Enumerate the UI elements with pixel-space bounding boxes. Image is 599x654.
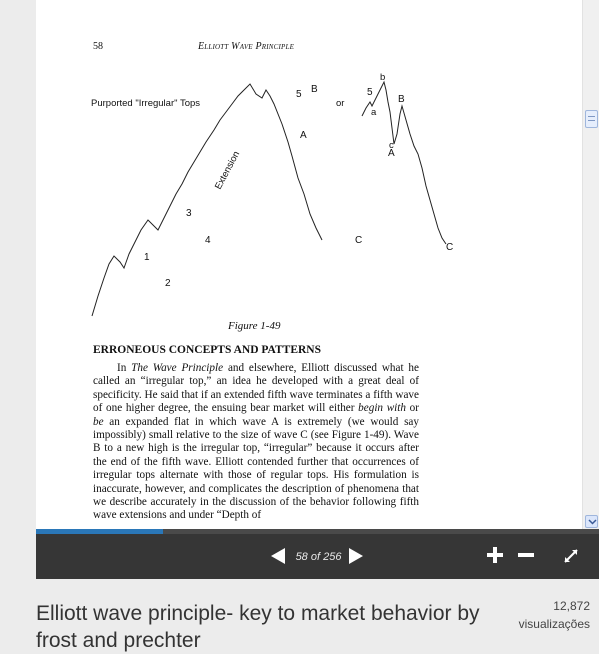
extension-label: Extension	[212, 149, 243, 192]
triangle-right-icon	[348, 548, 364, 564]
wave-label-c-left: C	[355, 235, 363, 246]
page-counter: 58 of 256	[295, 551, 342, 563]
emphasis-begin-with: begin with	[358, 402, 406, 415]
body-text-part: or	[405, 402, 419, 415]
section-heading: ERRONEOUS CONCEPTS AND PATTERNS	[93, 344, 322, 356]
figure-or-label: or	[336, 98, 345, 109]
wave-label-c-small: c	[389, 140, 394, 151]
zoom-in-button[interactable]	[486, 546, 504, 569]
minus-icon	[517, 546, 535, 564]
scroll-down-button[interactable]	[585, 515, 598, 528]
figure-caption: Figure 1-49	[228, 320, 281, 332]
expand-arrows-icon	[563, 548, 579, 564]
book-title-emphasis: The Wave Principle	[131, 362, 224, 374]
wave-label-b-small: b	[380, 72, 386, 83]
document-title[interactable]: Elliott wave principle- key to market behavior by frost and prechter	[36, 602, 480, 652]
figure-title: Purported "Irregular" Tops	[91, 98, 201, 109]
wave-label-a-small: a	[371, 107, 377, 118]
document-page	[36, 0, 582, 529]
viewer-toolbar	[36, 534, 599, 579]
wave-label-4: 4	[205, 235, 211, 246]
wave-label-5-right: 5	[367, 87, 373, 98]
wave-path-left	[92, 84, 322, 316]
next-page-button[interactable]	[348, 548, 364, 569]
wave-label-2: 2	[165, 278, 171, 289]
running-head: Elliott Wave Principle	[198, 41, 295, 52]
body-text-part: In	[117, 362, 132, 374]
triangle-left-icon	[270, 548, 286, 564]
body-paragraph	[93, 362, 419, 523]
wave-label-a-left: A	[300, 130, 307, 141]
plus-icon	[486, 546, 504, 564]
body-text-part: and elsewhere, Elliott discussed what he called an “irregular top,” an idea he developed with a great deal of specificity. He said that if an extended fifth wave terminates a fifth wave of one higher degree, the ensuing bear market will either	[93, 362, 419, 415]
chevron-down-icon	[588, 519, 597, 525]
previous-page-button[interactable]	[270, 548, 286, 569]
view-count-label: visualizações	[518, 617, 590, 631]
emphasis-be: be	[93, 415, 104, 428]
wave-label-5: 5	[296, 89, 302, 100]
wave-figure	[84, 68, 454, 318]
wave-label-a-right: A	[388, 148, 395, 159]
view-count	[500, 597, 590, 633]
wave-label-3: 3	[186, 208, 192, 219]
scrollbar-thumb[interactable]	[585, 110, 598, 128]
view-count-number: 12,872	[553, 599, 590, 613]
wave-label-c-right: C	[446, 242, 454, 253]
document-viewer	[36, 0, 599, 579]
wave-label-b-left: B	[311, 84, 318, 95]
body-text-part: an expanded flat in which wave A is extremely (we would say impossibly) small relative to the size of wave C (see Figure 1-49). Wave B to a new high is the irregular top, “irregular” because it occurs after the end of the fifth wave. Elliott contended further that occurrences of irregular tops alternate with those of regular tops. His formulation is inaccurate, however, and complicates the description of phenomena that we describe accurately in the discussion of the behavior following fifth wave extensions and under “Depth of	[93, 415, 419, 522]
wave-label-b-right: B	[398, 94, 405, 105]
document-scrollbar[interactable]	[582, 0, 599, 529]
fullscreen-button[interactable]	[563, 548, 579, 569]
zoom-out-button[interactable]	[517, 546, 535, 569]
wave-label-1: 1	[144, 252, 150, 263]
page-number: 58	[93, 41, 103, 52]
